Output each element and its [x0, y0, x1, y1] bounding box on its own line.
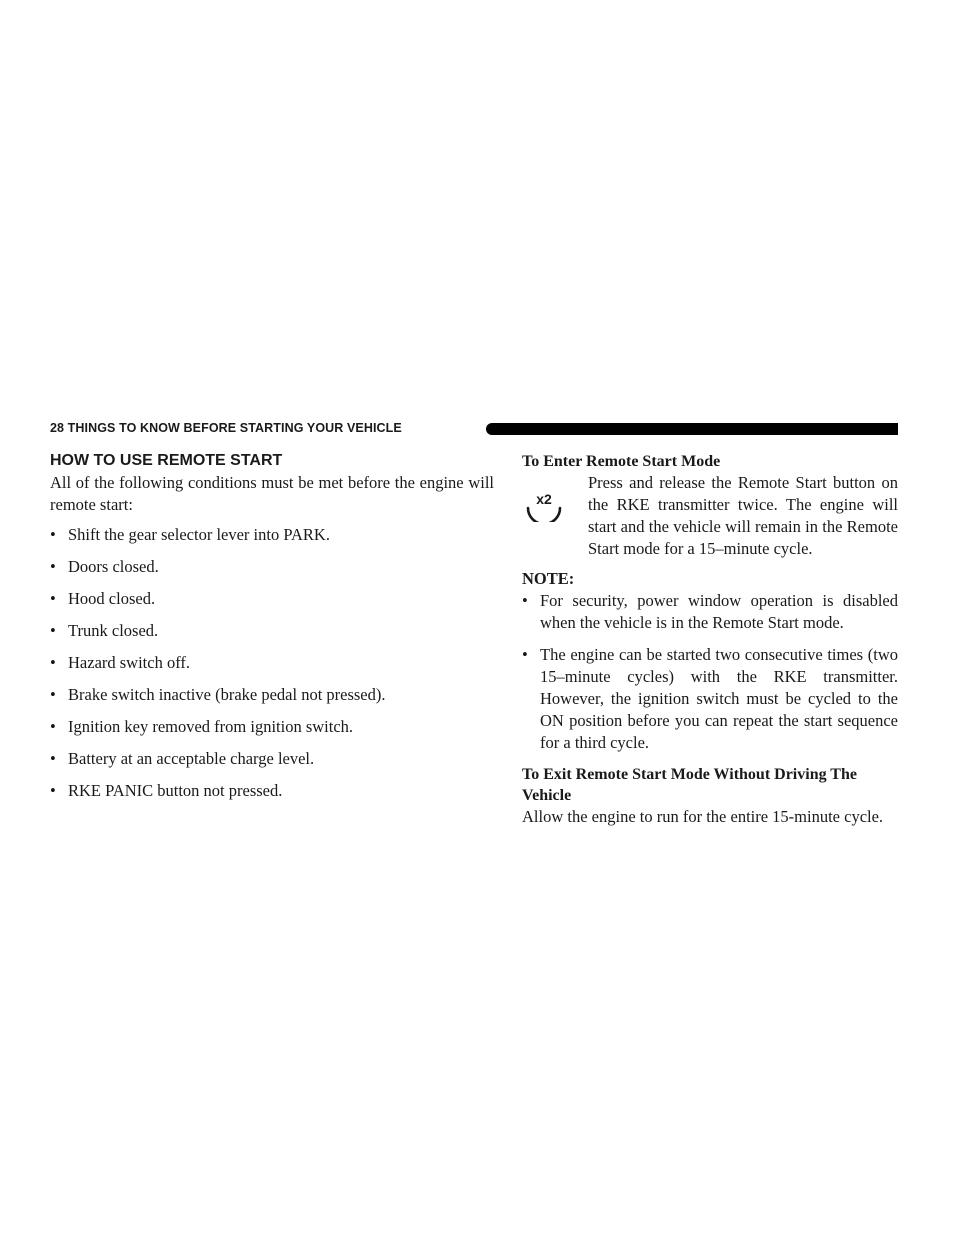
list-item: • Battery at an acceptable charge level. [50, 749, 315, 768]
list-item: • Doors closed. [50, 557, 159, 576]
page-header-text: 28 THINGS TO KNOW BEFORE STARTING YOUR VEHICLE [50, 421, 402, 435]
left-column [50, 451, 494, 812]
list-item: • The engine can be started two consecutive times (two 15–minute cycles) with the RKE transmitter. However, the ignition switch must be cycled to the ON position before you can repeat the start sequence for a third cycle. [522, 645, 898, 752]
list-item: • Hood closed. [50, 589, 156, 608]
exit-mode-text: Allow the engine to run for the entire 15-minute cycle. [522, 807, 884, 826]
list-item: • Hazard switch off. [50, 653, 191, 672]
list-item: • Trunk closed. [50, 621, 159, 640]
right-column [522, 451, 898, 828]
section-heading: HOW TO USE REMOTE START [50, 452, 283, 469]
list-item: • Brake switch inactive (brake pedal not pressed). [50, 685, 386, 704]
intro-paragraph: All of the following conditions must be met before the engine will remote start: [50, 473, 494, 514]
enter-mode-text: Press and release the Remote Start button on the RKE transmitter twice. The engine will start and the vehicle will remain in the Remote Start mode for a 15–minute cycle. [588, 473, 898, 558]
page-header [50, 420, 898, 438]
press-twice-icon [524, 486, 564, 522]
header-bar [486, 423, 898, 435]
note-list [522, 590, 898, 754]
exit-mode-heading: To Exit Remote Start Mode Without Driving The Vehicle [522, 766, 857, 804]
list-item: • For security, power window operation is disabled when the vehicle is in the Remote Start mode. [522, 591, 898, 632]
enter-mode-block [522, 472, 898, 560]
conditions-list [50, 524, 494, 802]
list-item: • Shift the gear selector lever into PARK. [50, 525, 330, 544]
note-heading: NOTE: [522, 569, 575, 588]
press-twice-label: x2 [536, 491, 552, 507]
list-item: • RKE PANIC button not pressed. [50, 781, 283, 800]
enter-mode-heading: To Enter Remote Start Mode [522, 453, 721, 470]
list-item: • Ignition key removed from ignition switch. [50, 717, 354, 736]
